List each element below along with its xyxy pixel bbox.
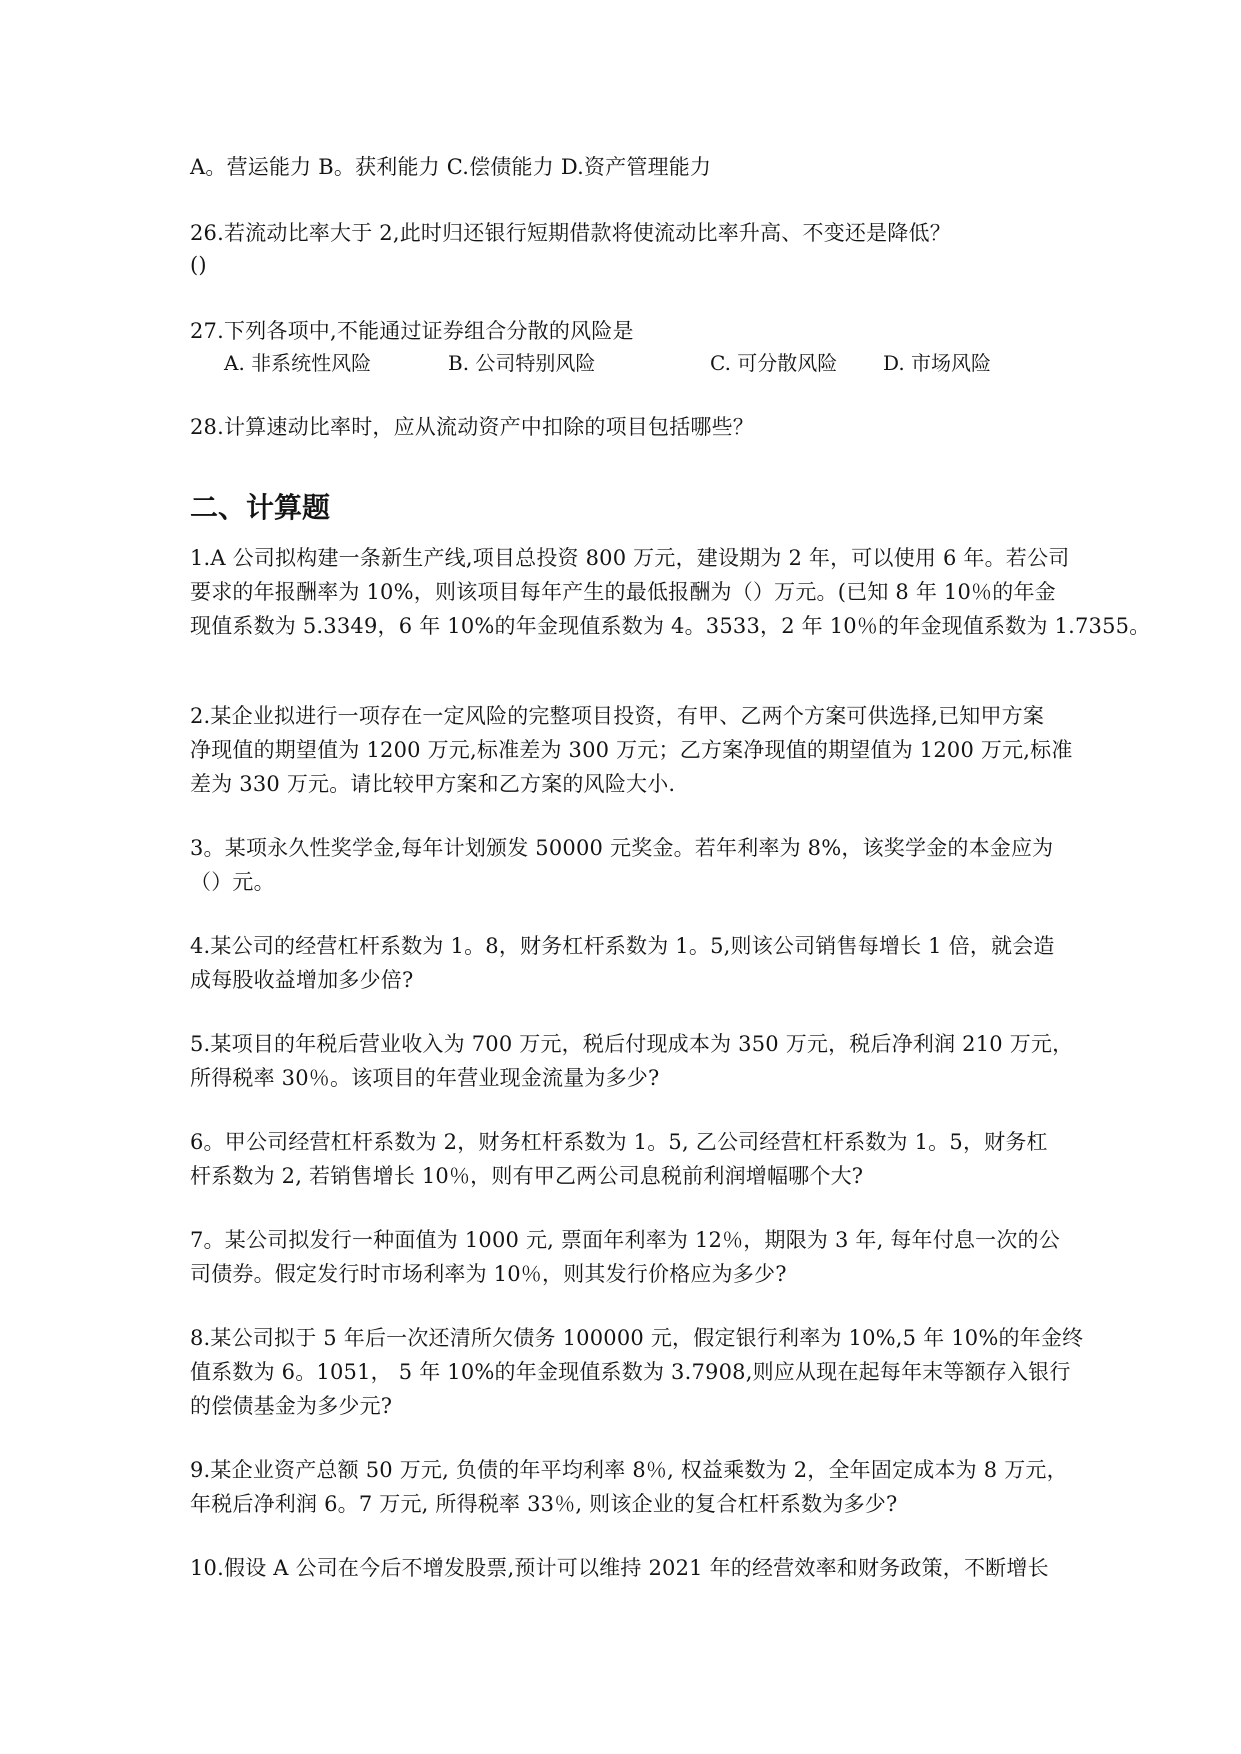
calc-q6-line-1: 6。甲公司经营杠杆系数为 2，财务杠杆系数为 1。5, 乙公司经营杠杆系数为 1。5，财务杠 [190,1130,1048,1154]
calc-q5-line-1: 5.某项目的年税后营业收入为 700 万元，税后付现成本为 350 万元，税后净利润 210 万元， [190,1032,1074,1056]
calc-q6-line-2: 杆系数为 2, 若销售增长 10％，则有甲乙两公司息税前利润增幅哪个大? [190,1164,864,1188]
calc-q9-line-2: 年税后净利润 6。7 万元, 所得税率 33％, 则该企业的复合杠杆系数为多少? [190,1492,898,1516]
calc-q8-line-1: 8.某公司拟于 5 年后一次还清所欠债务 100000 元，假定银行利率为 10%,5 年 10%的年金终 [190,1326,1084,1350]
q26-line-2: () [190,253,207,277]
calc-q1-line-1: 1.A 公司拟构建一条新生产线,项目总投资 800 万元，建设期为 2 年，可以使用 6 年。若公司 [190,546,1070,570]
q27-option-c: C. 可分散风险 [710,351,838,375]
calc-q2-line-2: 净现值的期望值为 1200 万元,标准差为 300 万元；乙方案净现值的期望值为 1200 万元,标准 [190,738,1073,762]
calc-q8-line-2: 值系数为 6。1051， 5 年 10%的年金现值系数为 3.7908,则应从现在起每年末等额存入银行 [190,1360,1071,1384]
calc-q9-line-1: 9.某企业资产总额 50 万元, 负债的年平均利率 8％, 权益乘数为 2，全年固定成本为 8 万元， [190,1458,1068,1482]
calc-q1-line-3: 现值系数为 5.3349，6 年 10%的年金现值系数为 4。3533，2 年 10％的年金现值系数为 1.7355。 [190,614,1151,638]
calc-q4-line-2: 成每股收益增加多少倍? [190,968,414,992]
q27-option-a: A. 非系统性风险 [224,351,372,375]
q28: 28.计算速动比率时，应从流动资产中扣除的项目包括哪些？ [190,415,754,439]
q26-line-1: 26.若流动比率大于 2,此时归还银行短期借款将使流动比率升高、不变还是降低？ [190,221,951,245]
calc-q3-line-2: （）元。 [190,870,275,894]
q27-stem: 27.下列各项中,不能通过证券组合分散的风险是 [190,319,634,343]
q25-options: A。营运能力 B。获利能力 C.偿债能力 D.资产管理能力 [190,155,712,179]
calc-q7-line-2: 司债券。假定发行时市场利率为 10％，则其发行价格应为多少? [190,1262,787,1286]
calc-q2-line-1: 2.某企业拟进行一项存在一定风险的完整项目投资，有甲、乙两个方案可供选择,已知甲方案 [190,704,1045,728]
calc-q7-line-1: 7。某公司拟发行一种面值为 1000 元, 票面年利率为 12％，期限为 3 年, 每年付息一次的公 [190,1228,1060,1252]
calc-q10-line-1: 10.假设 A 公司在今后不增发股票,预计可以维持 2021 年的经营效率和财务政策，不断增长 [190,1556,1049,1580]
q27-option-d: D. 市场风险 [883,351,992,375]
calc-q4-line-1: 4.某公司的经营杠杆系数为 1。8，财务杠杆系数为 1。5,则该公司销售每增长 1 倍，就会造 [190,934,1055,958]
calc-q8-line-3: 的偿债基金为多少元? [190,1394,393,1418]
calc-q5-line-2: 所得税率 30％。该项目的年营业现金流量为多少? [190,1066,660,1090]
calc-q2-line-3: 差为 330 万元。请比较甲方案和乙方案的风险大小. [190,772,676,796]
section-heading: 二、计算题 [190,491,331,524]
q27-option-b: B. 公司特别风险 [448,351,596,375]
calc-q3-line-1: 3。某项永久性奖学金,每年计划颁发 50000 元奖金。若年利率为 8%，该奖学金的本金应为 [190,836,1054,860]
calc-q1-line-2: 要求的年报酬率为 10%，则该项目每年产生的最低报酬为（）万元。(已知 8 年 10％的年金 [190,580,1056,604]
